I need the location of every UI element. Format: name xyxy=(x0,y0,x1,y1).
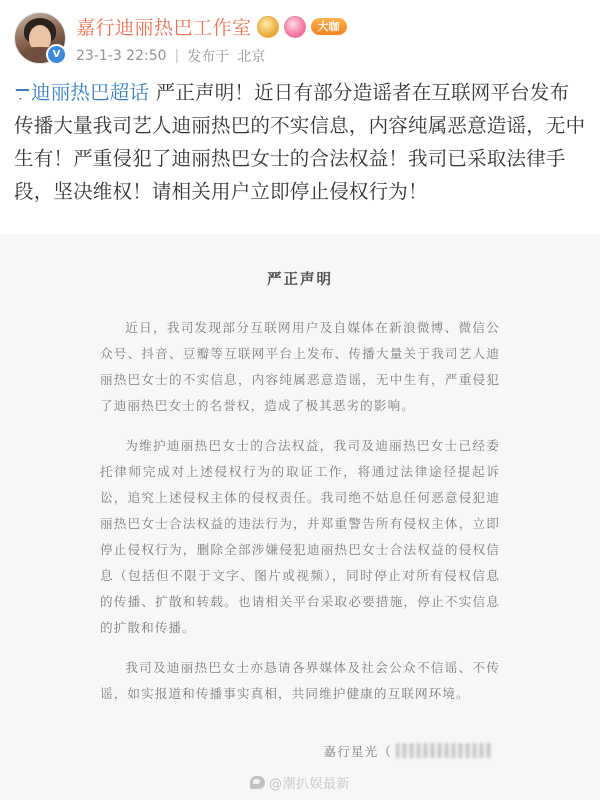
watermark-label: @潮扒娱最新 xyxy=(268,777,350,792)
author-row xyxy=(76,13,586,40)
post-text: 严正声明！近日有部分造谣者在互联网平台发布传播大量我司艺人迪丽热巴的不实信息，内容纯属恶意造谣，无中生有！严重侵犯了迪丽热巴女士的合法权益！我司已采取法律手段，坚决维权！请相关用户立即停止侵权行为！ xyxy=(14,81,586,203)
post-meta xyxy=(76,46,586,66)
post-body xyxy=(0,66,600,208)
statement-paragraph: 我司及迪丽热巴女士亦恳请各界媒体及社会公众不信谣、不传谣，如实报道和传播事实真相，共同维护健康的互联网环境。 xyxy=(100,660,500,701)
weibo-logo-icon xyxy=(250,776,265,789)
pink-medal-icon[interactable] xyxy=(284,16,306,38)
topic-link[interactable] xyxy=(14,81,149,104)
avatar[interactable] xyxy=(14,12,66,64)
header-text-block xyxy=(76,12,586,66)
author-name[interactable]: 嘉行迪丽热巴工作室 xyxy=(76,17,252,39)
topic-icon xyxy=(14,89,29,100)
statement-signature-row xyxy=(0,741,492,760)
statement-paragraph: 为维护迪丽热巴女士的合法权益，我司及迪丽热巴女士已经委托律师完成对上述侵权行为的取证工作，将通过法律途径提起诉讼，追究上述侵权主体的侵权责任。我司绝不姑息任何恶意侵犯迪丽热巴女士合法权益的违法行为，并郑重警告所有侵权主体，立即停止侵权行为，删除全部涉嫌侵犯迪丽热巴女士合法权益的侵权信息（包括但不限于文字、图片或视频），同时停止对所有侵权信息的传播、扩散和转载。也请相关平台采取必要措施，停止不实信息的扩散和传播。 xyxy=(100,438,500,635)
post-timestamp: 23-1-3 22:50 xyxy=(76,48,167,64)
gold-medal-icon[interactable] xyxy=(257,16,279,38)
post-source-location[interactable]: 北京 xyxy=(237,49,266,65)
verified-badge-icon[interactable]: V xyxy=(46,44,67,65)
post-source-prefix: 发布于 xyxy=(187,49,230,65)
watermark xyxy=(0,773,600,792)
blurred-signature-stamp xyxy=(396,743,492,758)
meta-separator: | xyxy=(174,48,180,64)
level-badge[interactable]: 大咖 xyxy=(311,18,347,35)
post-header xyxy=(0,0,600,66)
statement-title: 严正声明 xyxy=(267,271,333,288)
statement-signature: 嘉行星光（ xyxy=(323,744,392,759)
topic-label: 迪丽热巴超话 xyxy=(31,81,150,104)
statement-paragraph: 近日，我司发现部分互联网用户及自媒体在新浪微博、微信公众号、抖音、豆瓣等互联网平台上发布、传播大量关于我司艺人迪丽热巴女士的不实信息，内容纯属恶意造谣，无中生有，严重侵犯了迪丽热巴女士的名誉权，造成了极其恶劣的影响。 xyxy=(100,320,500,413)
statement-image[interactable] xyxy=(0,234,600,800)
